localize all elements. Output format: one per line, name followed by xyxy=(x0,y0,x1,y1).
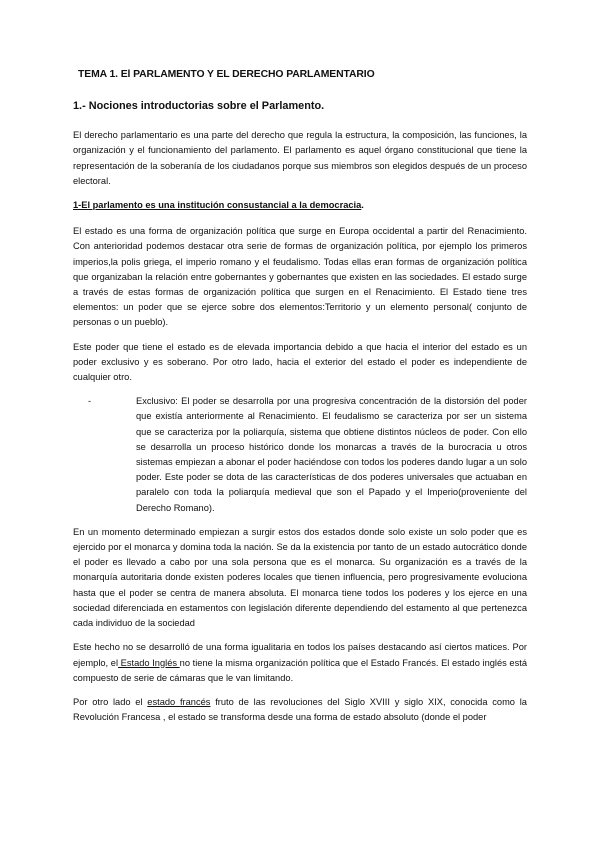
paragraph-momento: En un momento determinado empiezan a surgir estos dos estados donde solo existe un solo poder que es ejercido por el monarca y domina toda la nación. Se da la existencia por tanto de un estado autocrático donde el poder es llevado a cabo por una sola persona que es el monarca. Su organización es a través de la monarquía autoritaria donde existen poderes locales que tienen influencia, pero progresivamente evoluciona hasta que el poder se centra de manera absoluta. El monarca tiene todos los poderes y los ejerce en una sociedad diferenciada en estamentos con legislación diferente dependiendo del estamento al que pertenezca cada individuo de la sociedad xyxy=(73,526,527,629)
document-body xyxy=(73,67,527,734)
estado-ingles-underlined: Estado Inglés xyxy=(118,657,180,668)
paragraph-estado: El estado es una forma de organización política que surge en Europa occidental a partir del Renacimiento. Con anterioridad podemos destacar otra serie de formas de organización política, por ejemplo los primeros imperios,la polis griega, el imperio romano y el feudalismo. Todas ellas eran formas de organización política que organizaban la relación entre gobernantes y gobernantes que existen en las sociedades. El estado surge a través de estas formas de organización política que surgen en el Renacimiento. El Estado tiene tres elementos: un poder que se ejerce sobre dos elementos:Territorio y un elemento personal( conjunto de personas o un pueblo). xyxy=(73,226,527,328)
bullet-item-exclusivo xyxy=(73,394,527,516)
paragraph-hecho-start: Este hecho no se desarrolló de una forma igualitaria en todos los países destacando así ciertos matices. Por ejemplo, el xyxy=(73,642,527,668)
paragraph-hecho xyxy=(73,640,527,686)
subheading: 1-El parlamento es una institución consustancial a la democracia xyxy=(73,200,362,211)
paragraph-otro-start: Por otro lado el xyxy=(73,696,143,707)
document-title: TEMA 1. El PARLAMENTO Y EL DERECHO PARLAMENTARIO xyxy=(78,69,375,80)
section-heading: 1.- Nociones introductorias sobre el Parlamento. xyxy=(73,100,325,113)
paragraph-otro-lado xyxy=(73,695,527,725)
paragraph-intro: El derecho parlamentario es una parte del derecho que regula la estructura, la composición, las funciones, la organización y el funcionamiento del parlamento. El parlamento es aquel órgano constitucional que tiene la representación de la soberanía de los ciudadanos porque sus miembros son elegidos después de un proceso electoral. xyxy=(73,130,527,186)
bullet-dash: - xyxy=(88,396,92,407)
estado-frances-underlined: estado francés xyxy=(147,696,211,707)
subheading-line xyxy=(73,198,527,213)
bullet-text-exclusivo: Exclusivo: El poder se desarrolla por una progresiva concentración de la distorsión del poder que existía anteriormente al Renacimiento. El feudalismo se caracteriza por ser un sistema que se caracteriza por la poliarquía, sistema que obtiene distintos núcleos de poder. Con ello se desarrolla un proceso histórico donde los monarcas a través de la burocracia u otros sistemas empiezan a abonar el poder haciéndose con todos los poderes dando lugar a un solo poder. Este poder se dota de las características de dos poderes universales que actuaban en paralelo con toda la poliarquía medieval que son el Papado y el Imperio(proveniente del Derecho Romano). xyxy=(136,396,527,513)
paragraph-hecho-end: no tiene la misma organización política que el Estado Francés. El estado inglés está compuesto de serie de cámaras que le van limitando. xyxy=(73,657,527,683)
subheading-period: . xyxy=(361,200,364,211)
paragraph-otro-end: fruto de las revoluciones del Siglo XVIII y siglo XIX, conocida como la Revolución Francesa , el estado se transforma desde una forma de estado absoluto (donde el poder xyxy=(73,696,527,723)
paragraph-poder: Este poder que tiene el estado es de elevada importancia debido a que hacia el interior del estado es un poder exclusivo y es soberano. Por otro lado, hacia el exterior del estado el poder es independiente de cualquier otro. xyxy=(73,341,527,383)
